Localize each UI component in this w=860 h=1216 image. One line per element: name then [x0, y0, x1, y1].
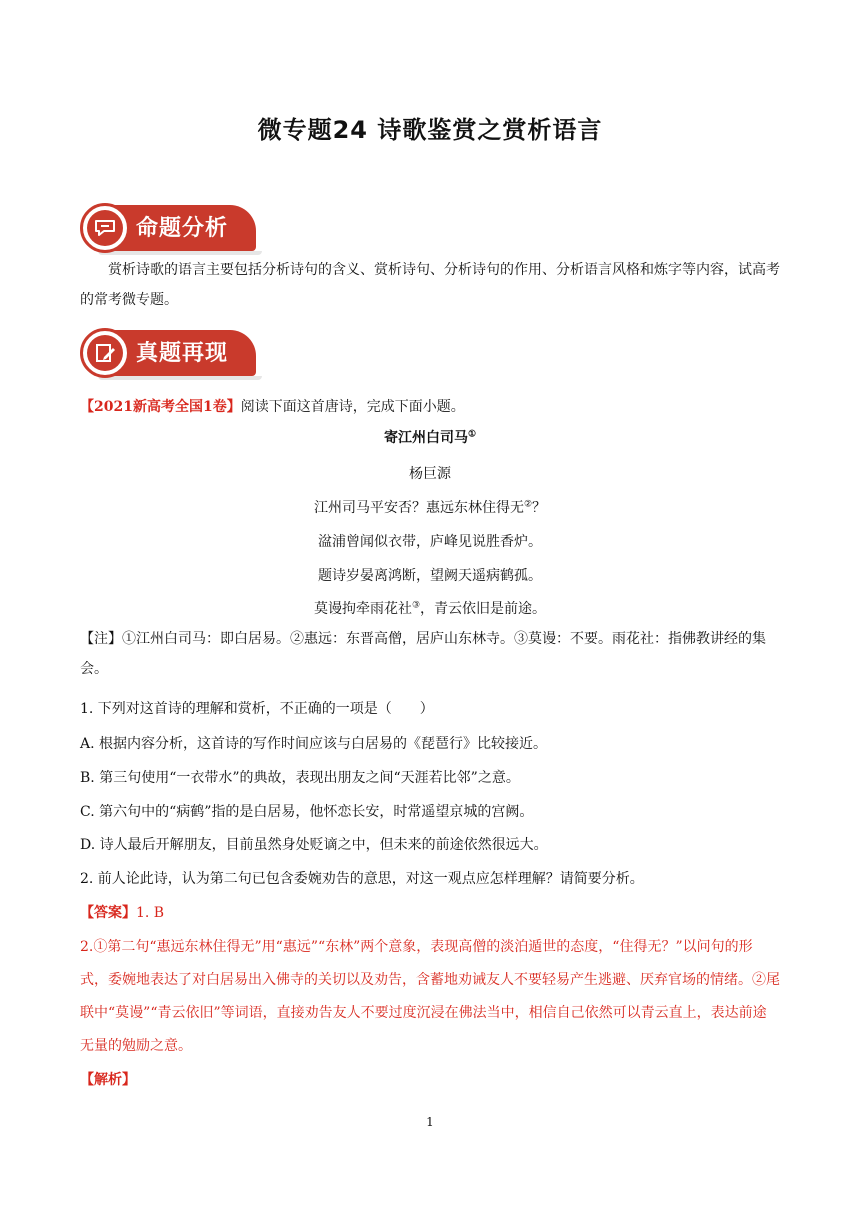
banner-label: 真题再现: [136, 341, 229, 366]
section-intro-paragraph: 赏析诗歌的语言主要包括分析诗句的含义、赏析诗句、分析诗句的作用、分析语言风格和炼字等内容，试高考的常考微专题。: [80, 262, 780, 308]
answer-q1: 1. B: [136, 905, 165, 921]
answer-header: [80, 898, 780, 928]
banner-icon-circle: [80, 203, 130, 253]
option-b: B. 第三句使用“一衣带水”的典故，表现出朋友之间“天涯若比邻”之意。: [80, 770, 520, 786]
poem-line-text: ？: [532, 500, 547, 516]
footnote-marker: ②: [523, 499, 533, 510]
poem-line-text: ，青云依旧是前途。: [420, 601, 547, 617]
poem-line-text: 莫谩拘牵雨花社: [313, 601, 412, 617]
banner-icon-circle: [80, 328, 130, 378]
banner-label: 命题分析: [136, 216, 229, 241]
option-a: A. 根据内容分析，这首诗的写作时间应该与白居易的《琵琶行》比较接近。: [80, 736, 548, 752]
section-banner-past-exams: [80, 328, 258, 378]
exam-source-tag: 【2021新高考全国1卷】: [80, 399, 241, 415]
footnote-marker: ③: [411, 600, 421, 611]
pencil-note-icon: [94, 342, 116, 364]
poem-line-text: 江州司马平安否？惠远东林住得无: [313, 500, 524, 516]
option-c: C. 第六句中的“病鹤”指的是白居易，他怀恋长安，时常遥望京城的宫阙。: [80, 804, 534, 820]
answer-q2: 2.①第二句“惠远东林住得无”用“惠远”“东林”两个意象，表现高僧的淡泊遁世的态度，“住得无？”以问句的形式，委婉地表达了对白居易出入佛寺的关切以及劝告，含蓄地劝诫友人不要轻易产生逃避、厌弃官场的情绪。②尾联中“莫谩”“青云依旧”等词语，直接劝告友人不要过度沉浸在佛法当中，相信自己依然可以青云直上，表达前途无量的勉励之意。: [80, 939, 780, 1054]
poem-line: 题诗岁晏离鸿断，望阙天遥病鹤孤。: [318, 568, 542, 584]
page-number: 1: [426, 1115, 434, 1129]
question-1: 1. 下列对这首诗的理解和赏析，不正确的一项是（ ）: [80, 701, 434, 717]
footnote-marker: ①: [467, 429, 477, 440]
section-banner-analysis: [80, 203, 258, 253]
question-2: 2. 前人论此诗，认为第二句已包含委婉劝告的意思，对这一观点应怎样理解？请简要分析。: [80, 871, 644, 887]
poem-line: [0, 598, 860, 618]
poem-author: 杨巨源: [409, 466, 451, 482]
question-source-line: [80, 392, 780, 422]
answer-label: 【答案】: [80, 905, 136, 921]
poem-line: [0, 497, 860, 517]
analysis-label: 【解析】: [80, 1072, 136, 1088]
speech-bubble-icon: [93, 218, 117, 238]
poem-title-text: 寄江州白司马: [383, 430, 468, 446]
poem-notes: 【注】①江州白司马：即白居易。②惠远：东晋高僧，居庐山东林寺。③莫谩：不要。雨花社：指佛教讲经的集会。: [80, 631, 766, 677]
option-d: D. 诗人最后开解朋友，目前虽然身处贬谪之中，但未来的前途依然很远大。: [80, 837, 548, 853]
poem-line: 湓浦曾闻似衣带，庐峰见说胜香炉。: [318, 534, 542, 550]
instruction-text: 阅读下面这首唐诗，完成下面小题。: [240, 399, 465, 415]
poem-title: [0, 427, 860, 447]
page-title: 微专题24 诗歌鉴赏之赏析语言: [257, 116, 603, 144]
